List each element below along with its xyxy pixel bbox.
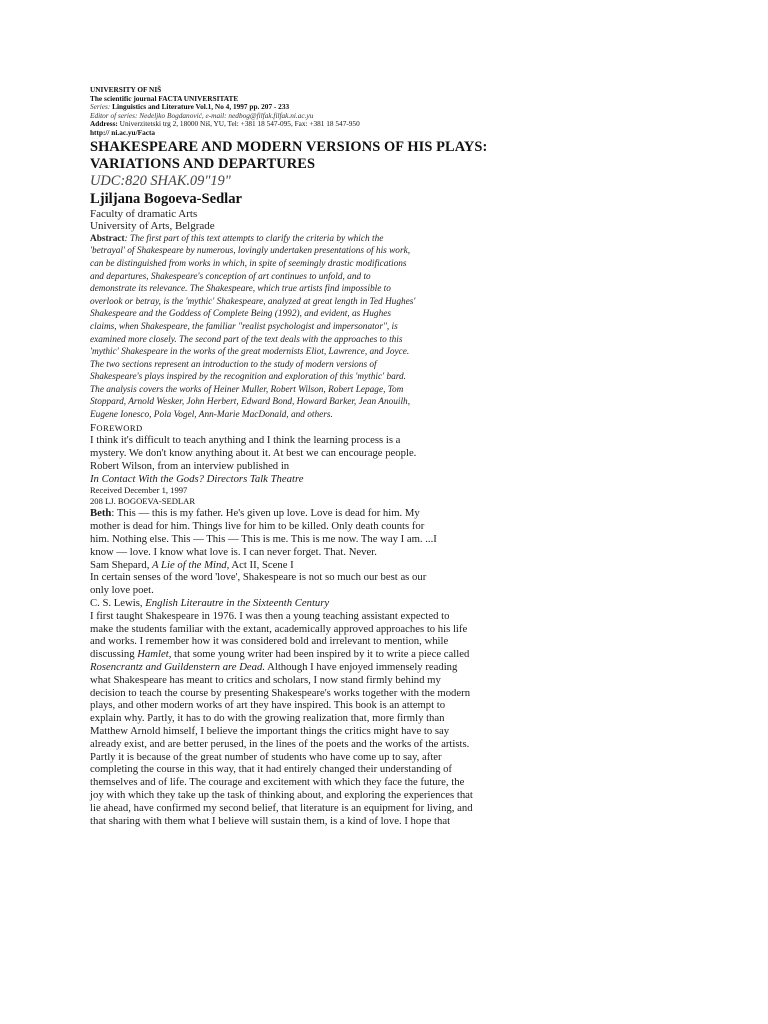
body-line: completing the course in this way, that it had entirely changed their understanding of [90,763,452,776]
body-line: and works. I remember how it was considered bold and irrelevant to mention, while [90,635,449,648]
body-line: what Shakespeare has meant to critics and scholars, I now stand firmly behind my [90,673,441,686]
quote-attribution: C. S. Lewis, English Literautre in the Sixteenth Century [90,597,330,610]
series-label: Series: [90,102,111,112]
affiliation-university: University of Arts, Belgrade [90,220,215,233]
document-page [90,86,550,827]
abstract-line: examined more closely. The second part of the text deals with the approaches to this [90,334,403,345]
abstract-line: Stoppard, Arnold Wesker, John Herbert, Edward Bond, Howard Barker, Jean Anouilh, [90,397,411,408]
body-line: decision to teach the course by presenting Shakespeare's works together with the modern [90,686,471,699]
quote-line: mother is dead for him. Things live for him to be killed. Only death counts for [90,520,425,533]
article-title-line1: SHAKESPEARE AND MODERN VERSIONS OF HIS PLAYS: [90,138,488,155]
abstract-line: Abstract: The first part of this text attempts to clarify the criteria by which the [90,233,384,244]
body-line: joy with which they take up the task of thinking about, and exploring the experiences that [90,788,473,801]
epigraph-attribution: Robert Wilson, from an interview published in [90,459,290,472]
article-title-line2: VARIATIONS AND DEPARTURES [90,155,316,172]
body-line: themselves and of life. The courage and excitement with which they face the future, the [90,776,465,789]
journal-header [90,86,550,138]
body-line: make the students familiar with the extant, academically approved approaches to his life [90,622,468,635]
quote-line: In certain senses of the word 'love', Shakespeare is not so much our best as our [90,571,427,584]
address-text: Univerzitetski trg 2, 18000 Niš, YU, Tel: +381 18 547-095, Fax: +381 18 547-950 [117,119,360,129]
author-name: Ljiljana Bogoeva-Sedlar [90,190,243,207]
abstract-line: 'betrayal' of Shakespeare by numerous, lovingly undertaken presentations of his work, [90,246,411,257]
udc-code: UDC:820 SHAK.09"19" [90,172,231,189]
quote-line: only love poet. [90,584,154,597]
abstract-line: claims, when Shakespeare, the familiar "realist psychologist and impersonator", is [90,321,398,332]
affiliation-faculty: Faculty of dramatic Arts [90,207,198,220]
body-line: discussing Hamlet, that some young writer had been inspired by it to write a piece called [90,648,470,661]
abstract-line: The analysis covers the works of Heiner Muller, Robert Wilson, Robert Lepage, Tom [90,384,404,395]
abstract-line: and departures, Shakespeare's conception of art continues to unfold, and to [90,271,371,282]
quote-line: Beth: This — this is my father. He's given up love. Love is dead for him. My [90,507,420,520]
university-line: UNIVERSITY OF NIŠ [90,85,162,94]
editor-line: Editor of series: Nedeljko Bogdanović, e-mail: nedbog@filfak.filfak.ni.ac.yu [90,110,314,120]
received-date: Received December 1, 1997 [90,485,188,496]
lewis-quote [90,571,550,609]
quote-line: know — love. I know what love is. I can never forget. That. Never. [90,545,377,558]
body-line: that sharing with them what I believe will sustain them, is a kind of love. I hope that [90,814,451,827]
body-line: Rosencrantz and Guildenstern are Dead. Although I have enjoyed immensely reading [90,661,458,673]
running-head: 208 LJ. BOGOEVA-SEDLAR [90,496,196,507]
beth-quote [90,507,550,571]
abstract [90,233,550,422]
abstract-line: overlook or betray, is the 'mythic' Shakespeare, analyzed at great length in Ted Hughes' [90,296,416,307]
abstract-line: 'mythic' Shakespeare in the works of the great modernists Eliot, Lawrence, and Joyce. [90,347,410,358]
epigraph-line: mystery. We don't know anything about it. At best we can encourage people. [90,447,417,460]
body-line: plays, and other modern works of art they have inspired. This book is an attempt to [90,699,446,712]
series-text: Linguistics and Literature Vol.1, No 4, 1997 pp. 207 - 233 [110,102,290,112]
abstract-line: Shakespeare's plays inspired by the recognition and exploration of this 'mythic' bard. [90,372,406,383]
body-line: explain why. Partly, it has to do with the growing realization that, more firmly than [90,712,445,725]
body-line: Matthew Arnold himself, I believe the important things the critics might have to say [90,724,450,737]
foreword-heading: FOREWORD [90,421,143,434]
abstract-line: Eugene Ionesco, Pola Vogel, Ann-Marie MacDonald, and others. [90,410,333,421]
abstract-label: Abstract [90,233,125,244]
url-link[interactable]: http:// ni.ac.yu/Facta [90,127,156,137]
abstract-line: Shakespeare and the Goddess of Complete Being (1992), and evident, as Hughes [90,309,391,320]
abstract-line: The two sections represent an introduction to the study of modern versions of [90,359,377,370]
quote-line: him. Nothing else. This — This — This is me. This is me now. The way I am. ...I [90,533,437,546]
foreword-section [90,422,550,508]
abstract-line: can be distinguished from works in which, in spite of seemingly drastic modifications [90,258,407,269]
epigraph-line: I think it's difficult to teach anything and I think the learning process is a [90,434,401,447]
address-label: Address: [90,119,118,129]
epigraph-source-title: In Contact With the Gods? Directors Talk Theatre [90,472,304,485]
abstract-line: demonstrate its relevance. The Shakespeare, which true artists find impossible to [90,284,391,295]
body-line: I first taught Shakespeare in 1976. I was then a young teaching assistant expected to [90,609,450,622]
address-line [90,120,550,129]
quote-attribution: Sam Shepard, A Lie of the Mind, Act II, Scene I [90,558,294,571]
body-line: already exist, and are better perused, in the lines of the poets and the works of the artists. [90,737,470,750]
journal-line: The scientific journal FACTA UNIVERSITATE [90,93,239,103]
body-line: Partly it is because of the great number of students who have come up to say, after [90,750,442,763]
body-line: lie ahead, have confirmed my second belief, that literature is an equipment for living, and [90,801,473,814]
body-text [90,610,550,828]
speaker-name: Beth [90,507,112,520]
